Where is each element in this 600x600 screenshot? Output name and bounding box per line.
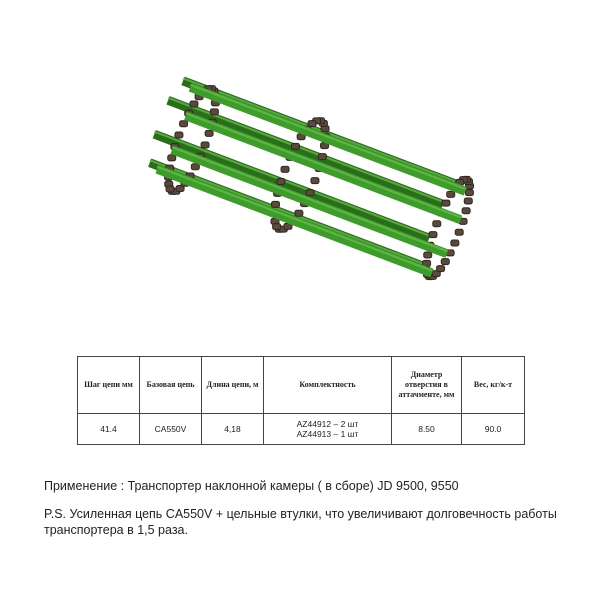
chain-link: [175, 132, 183, 138]
chain-link: [465, 190, 473, 196]
chain-link: [277, 179, 285, 185]
chain-link: [464, 198, 472, 204]
chain-link: [455, 229, 463, 235]
header-length: Длина цепи, м: [202, 357, 264, 414]
chain-link: [281, 166, 289, 172]
cell-hole-diameter: 8.50: [392, 414, 462, 445]
cell-kit: [264, 414, 392, 445]
note-text: P.S. Усиленная цепь CA550V + цельные втулки, что увеличивают долговечность работы транспортера в 1,5 раза.: [44, 507, 557, 537]
chain-link: [273, 224, 281, 230]
chain-link: [306, 190, 314, 196]
header-base-chain: Базовая цепь: [140, 357, 202, 414]
chain-link: [447, 191, 455, 197]
chain-link: [205, 130, 213, 136]
header-weight: Вес, кг/к-т: [462, 357, 525, 414]
chain-link: [201, 142, 209, 148]
header-pitch: Шаг цепи мм: [78, 357, 140, 414]
cell-pitch: 41.4: [78, 414, 140, 445]
cell-length: 4,18: [202, 414, 264, 445]
chain-link: [424, 252, 432, 258]
chain-link: [437, 266, 445, 272]
cell-weight: 90.0: [462, 414, 525, 445]
chain-link: [168, 155, 176, 161]
feeder-chain-image: [130, 70, 490, 300]
header-hole-diameter: Диаметр отверстия в аттачменте, мм: [392, 357, 462, 414]
chain-link: [191, 164, 199, 170]
header-kit: Комплектность: [264, 357, 392, 414]
cell-base-chain: CA550V: [140, 414, 202, 445]
chain-link: [295, 210, 303, 216]
chain-link: [441, 259, 449, 265]
spec-table: [77, 356, 525, 445]
chain-link: [318, 154, 326, 160]
chain-link: [433, 221, 441, 227]
table-header-row: [78, 357, 525, 414]
kit-item: AZ44912 – 2 шт: [296, 419, 359, 429]
application-text: Применение : Транспортер наклонной камеры ( в сборе) JD 9500, 9550: [44, 479, 459, 493]
chain-link: [291, 143, 299, 149]
chain-right: [423, 176, 474, 279]
chain-link: [442, 200, 450, 206]
chain-link: [180, 121, 188, 127]
chain-link: [311, 178, 319, 184]
chain-link: [462, 208, 470, 214]
chain-link: [210, 109, 218, 115]
chain-link: [451, 240, 459, 246]
kit-item: AZ44913 – 1 шт: [296, 429, 359, 439]
chain-link: [271, 201, 279, 207]
chain-link: [190, 101, 198, 107]
chain-link: [166, 186, 174, 192]
table-row: [78, 414, 525, 445]
chain-link: [429, 232, 437, 238]
